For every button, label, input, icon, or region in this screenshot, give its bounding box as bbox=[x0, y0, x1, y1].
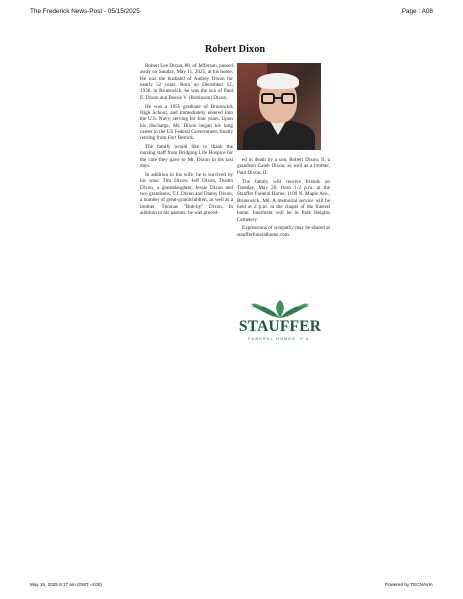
logo-wordmark: STAUFFER bbox=[238, 318, 322, 335]
paragraph: The family would like to thank the nursing staff from Bridging Life Hospice for the care they gave to Mr. Dixon in his last days. bbox=[140, 144, 233, 170]
logo-tagline: FUNERAL HOMES, P.A. bbox=[248, 337, 312, 341]
paragraph: The family will receive friends on Tuesday, May 20, from 1-2 p.m. at the Stauffer Funeral Home, 1100 N. Maple Ave., Brunswick, Md. A memorial service will be held at 2 p.m. in the chapel of the funeral home. Interment will be in Park Heights Cemetery. bbox=[237, 178, 330, 223]
page-number: Page : A08 bbox=[401, 8, 433, 15]
publication-header: The Frederick News-Post - 05/15/2025 bbox=[30, 8, 140, 15]
paragraph: Expressions of sympathy may be shared at staufferfuneralhome.com. bbox=[237, 225, 330, 238]
funeral-home-logo bbox=[237, 298, 323, 344]
paragraph: ed in death by a son, Robert Dixon, II, a grandson Caleb Dixon, as well as a brother, Paul Dixon, II. bbox=[237, 157, 330, 176]
paragraph: He was a 1955 graduate of Brunswick High School, and immediately entered into the U.S. Navy, serving for four years. Upon his discharge, Mr. Dixon began his long career in the US Federal Government, finally retiring from Fort Detrick. bbox=[140, 103, 233, 142]
leaf-emblem-icon bbox=[237, 298, 323, 320]
obituary-clipping bbox=[140, 44, 330, 60]
paragraph: Robert Lee Dixon, 88, of Jefferson, passed away on Sunday, May 11, 2025, at his home. He was the husband of Audrey Dixon for nearly 52 years. Born on December 12, 1936, in Brunswick, he was the son of Paul E. Dixon and Bessie V. (Robinson) Dixon. bbox=[140, 63, 233, 101]
obituary-column-1 bbox=[140, 63, 233, 219]
footer-timestamp: May 15, 2025 9:17 am (GMT -4:00) bbox=[30, 582, 102, 587]
paragraph: In addition to his wife, he is survived by his sons: Tim Dixon, Jeff Dixon, Dustin Dixon, a granddaughter, Jessie Dixon and two grandsons, T.J. Dixon and Danny Dixon, a number of great-grandchildren, as well as a brother, Thomas "Bub-by" Dixon. In addition to his parents, he was preced- bbox=[140, 172, 233, 217]
footer-credit: Powered by TECNAVIA bbox=[384, 582, 433, 587]
glasses-icon bbox=[261, 93, 295, 105]
portrait-photo bbox=[237, 63, 321, 150]
obituary-column-2 bbox=[237, 157, 330, 241]
obituary-title: Robert Dixon bbox=[204, 44, 266, 55]
